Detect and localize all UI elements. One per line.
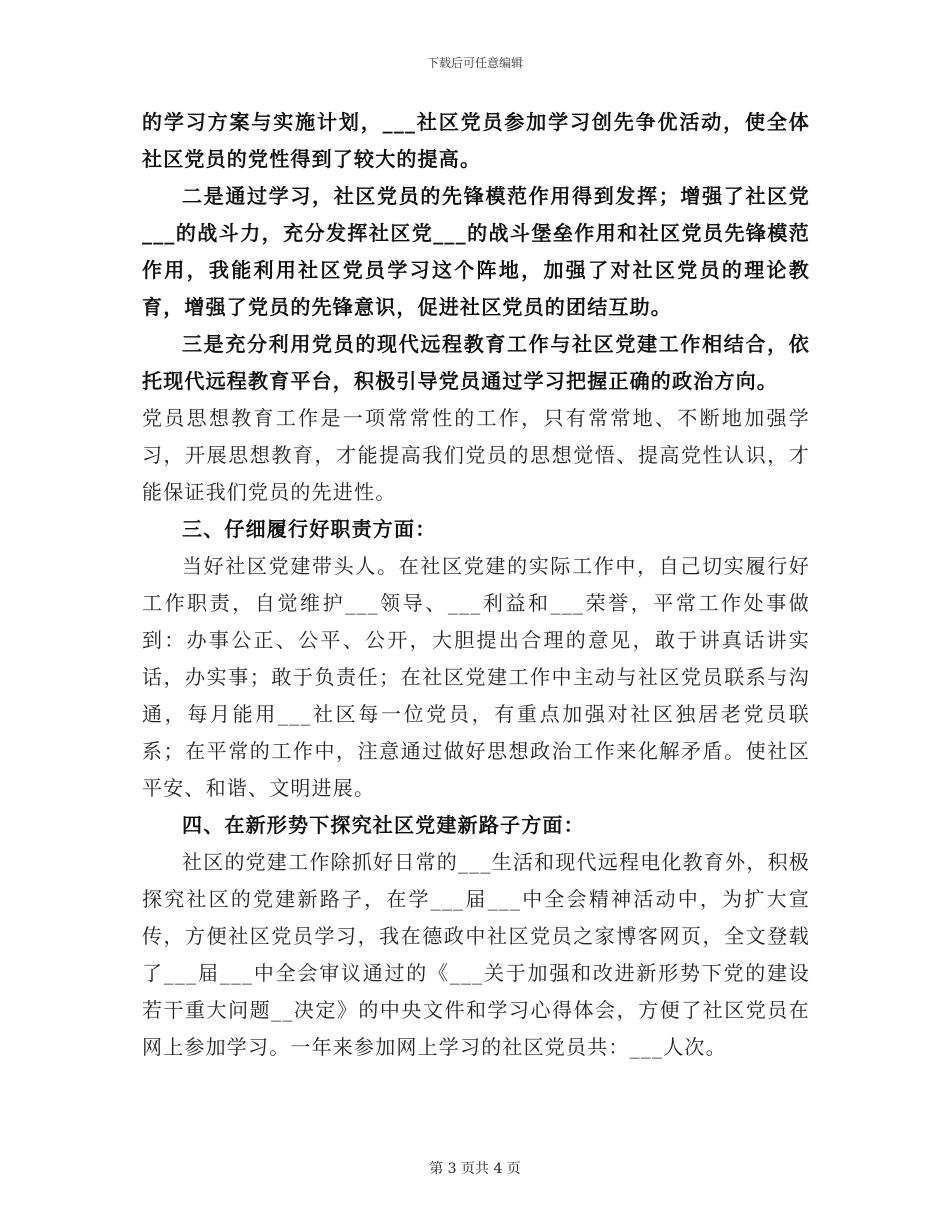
paragraph-point-two: 二是通过学习，社区党员的先锋模范作用得到发挥；增强了社区党___的战斗力，充分发挥社区党___的战斗堡垒作用和社区党员先锋模范作用，我能利用社区党员学习这个阵地，加强了对社区党员的理论教育，增强了党员的先锋意识，促进社区党员的团结互助。 — [142, 184, 810, 319]
paragraph-education: 党员思想教育工作是一项常常性的工作，只有常常地、不断地加强学习，开展思想教育，才能提高我们党员的思想觉悟、提高党性认识，才能保证我们党员的先进性。 — [142, 406, 810, 504]
section-heading-four: 四、在新形势下探究社区党建新路子方面： — [182, 813, 585, 837]
section-heading-three: 三、仔细履行好职责方面： — [182, 517, 437, 541]
paragraph-new-path: 社区的党建工作除抓好日常的___生活和现代远程电化教育外，积极探究社区的党建新路子，在学___届___中全会精神活动中，为扩大宣传，方便社区党员学习，我在德政中社区党员之家博客网页，全文登载了___届___中全会审议通过的《___关于加强和改进新形势下党的建设若干重大问题__决定》的中央文件和学习心得体会，方便了社区党员在网上参加学习。一年来参加网上学习的社区党员共：___人次。 — [142, 850, 810, 1059]
paragraph-continuation: 的学习方案与实施计划，___社区党员参加学习创先争优活动，使全体社区党员的党性得到了较大的提高。 — [142, 110, 810, 171]
paragraph-duties: 当好社区党建带头人。在社区党建的实际工作中，自己切实履行好工作职责，自觉维护___领导、___利益和___荣誉，平常工作处事做到：办事公正、公平、公开，大胆提出合理的意见，敢于讲真话讲实话，办实事；敢于负责任；在社区党建工作中主动与社区党员联系与沟通，每月能用___社区每一位党员，有重点加强对社区独居老党员联系；在平常的工作中，注意通过做好思想政治工作来化解矛盾。使社区平安、和谐、文明进展。 — [142, 554, 810, 800]
page-footer: 第 3 页共 4 页 — [429, 1161, 521, 1177]
document-body — [142, 104, 810, 1066]
paragraph-point-three: 三是充分利用党员的现代远程教育工作与社区党建工作相结合，依托现代远程教育平台，积极引导党员通过学习把握正确的政治方向。 — [142, 332, 810, 393]
page-header: 下载后可任意编辑 — [426, 56, 523, 70]
